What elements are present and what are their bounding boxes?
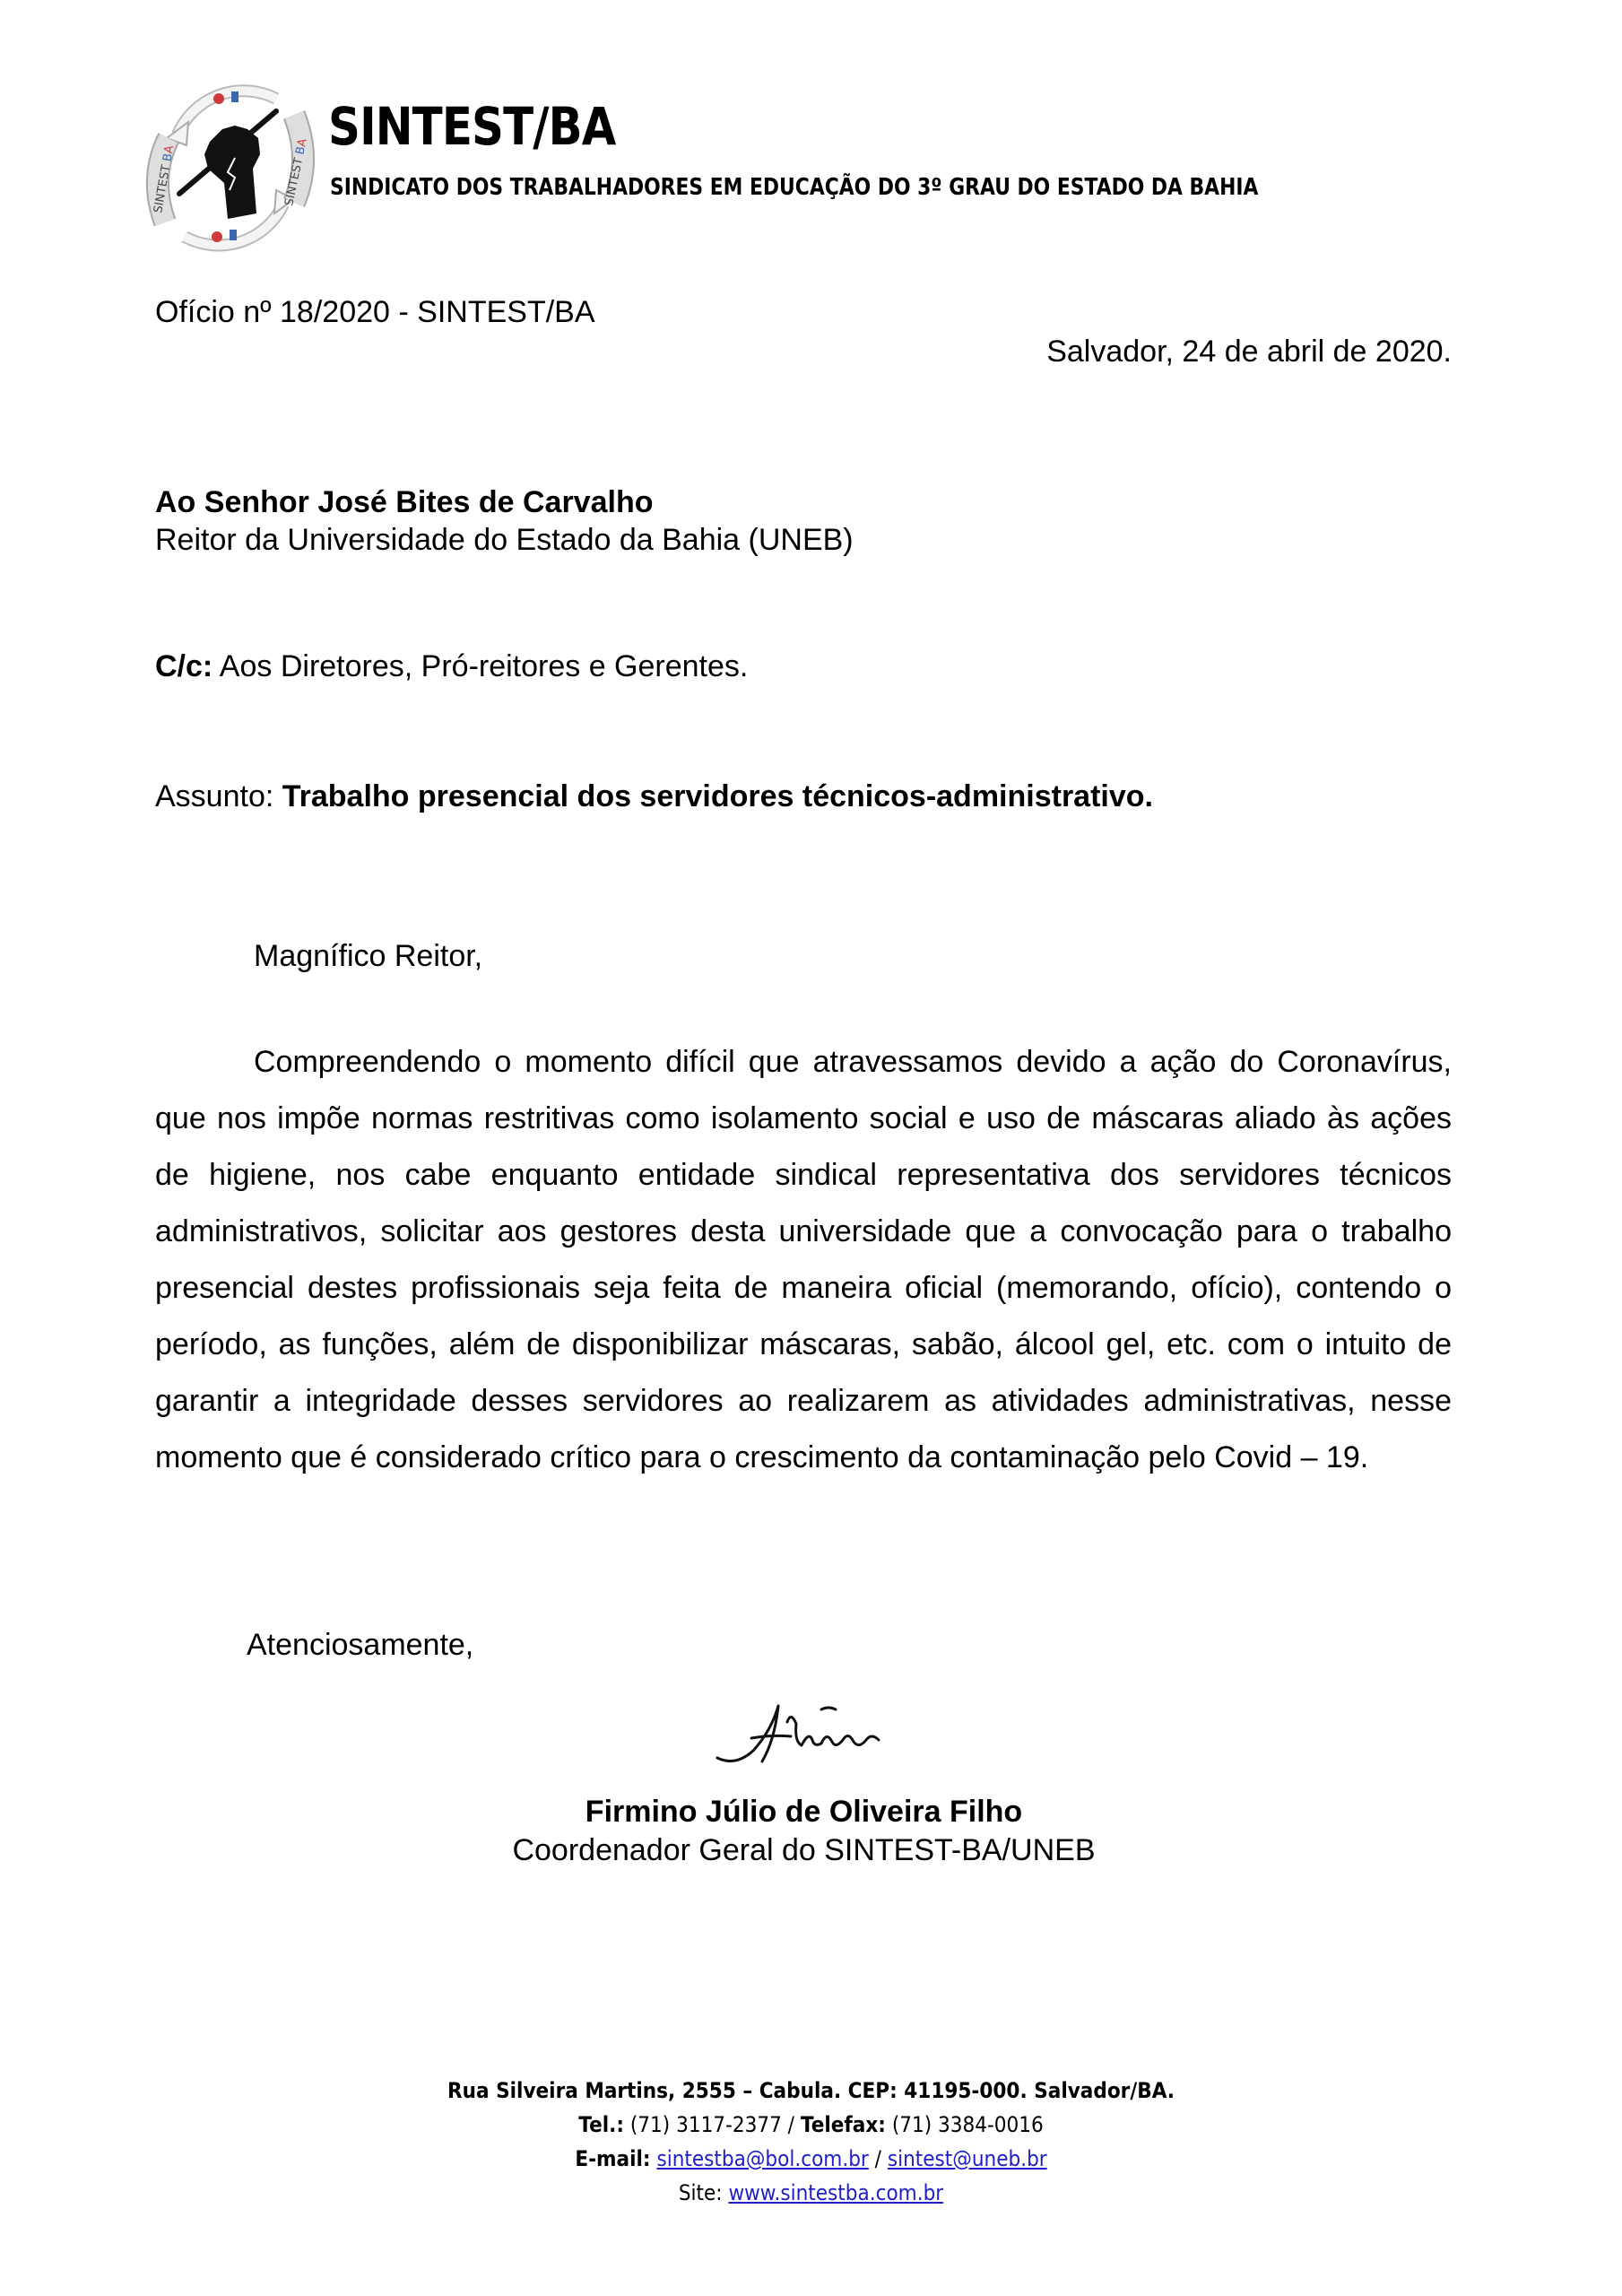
subject-value: Trabalho presencial dos servidores técnicos-administrativo.: [282, 779, 1153, 813]
fax-value: (71) 3384-0016: [885, 2112, 1044, 2137]
sintest-logo: [142, 79, 317, 255]
fax-label: Telefax:: [800, 2112, 886, 2137]
signer-name: [0, 1796, 1622, 1827]
svg-text:SINTEST BA: SINTEST BA: [152, 144, 178, 214]
email-link-1[interactable]: sintestba@bol.com.br: [656, 2146, 869, 2171]
date-line: Salvador, 24 de abril de 2020.: [1046, 335, 1452, 369]
footer-emails: [81, 2142, 1540, 2176]
site-label: Site:: [678, 2180, 729, 2205]
svg-text:SINTEST BA: SINTEST BA: [282, 137, 310, 207]
subject-label: Assunto:: [155, 779, 282, 813]
site-link[interactable]: www.sintestba.com.br: [728, 2180, 944, 2205]
cc-value: Aos Diretores, Pró-reitores e Gerentes.: [213, 649, 749, 683]
letterhead-footer: [0, 2074, 1622, 2210]
addressee-role: Reitor da Universidade do Estado da Bahia (UNEB): [155, 523, 854, 557]
closing: Atenciosamente,: [247, 1628, 474, 1662]
tel-value: (71) 3117-2377 /: [624, 2112, 801, 2137]
subject: [155, 781, 1153, 812]
signature-icon: [708, 1695, 897, 1776]
addressee: [155, 487, 854, 555]
salutation: Magnífico Reitor,: [254, 939, 483, 973]
footer-address-text: Rua Silveira Martins, 2555 – Cabula. CEP: 41195-000. Salvador/BA.: [447, 2078, 1175, 2103]
tel-label: Tel.:: [578, 2112, 625, 2137]
email-label: E-mail:: [575, 2146, 651, 2171]
footer-site: [81, 2176, 1540, 2210]
cc-label: C/c:: [155, 649, 213, 683]
email-link-2[interactable]: sintest@uneb.br: [887, 2146, 1047, 2171]
document-reference: Ofício nº 18/2020 - SINTEST/BA: [155, 295, 595, 329]
body-paragraph: Compreendendo o momento difícil que atravessamos devido a ação do Coronavírus, que nos impõe normas restritivas como isolamento social e uso de máscaras aliado às ações de higiene, nos cabe enquanto entidade sindical representativa dos servidores técnicos administrativos, solicitar aos gestores desta universidade que a convocação para o trabalho presencial destes profissionais seja feita de maneira oficial (memorando, ofício), contendo o período, as funções, além de disponibilizar máscaras, sabão, álcool gel, etc. com o intuito de garantir a integridade desses servidores ao realizarem as atividades administrativas, nesse momento que é considerado crítico para o crescimento da contaminação pelo Covid – 19.: [155, 1045, 1452, 1474]
signer-name-text: Firmino Júlio de Oliveira Filho: [585, 1795, 1023, 1829]
carbon-copy: [155, 651, 748, 682]
signer-title: [0, 1835, 1622, 1866]
org-full-name: SINDICATO DOS TRABALHADORES EM EDUCAÇÃO DO 3º GRAU DO ESTADO DA BAHIA: [330, 174, 1259, 201]
raised-fist-with-pen-icon: [142, 79, 317, 255]
footer-phones: [81, 2108, 1540, 2142]
handwritten-signature: [708, 1695, 897, 1776]
footer-address: [81, 2074, 1540, 2108]
org-name: SINTEST/BA: [328, 96, 616, 157]
addressee-name: Ao Senhor José Bites de Carvalho: [155, 485, 654, 519]
email-separator: /: [868, 2146, 888, 2171]
signer-title-text: Coordenador Geral do SINTEST-BA/UNEB: [512, 1833, 1096, 1867]
